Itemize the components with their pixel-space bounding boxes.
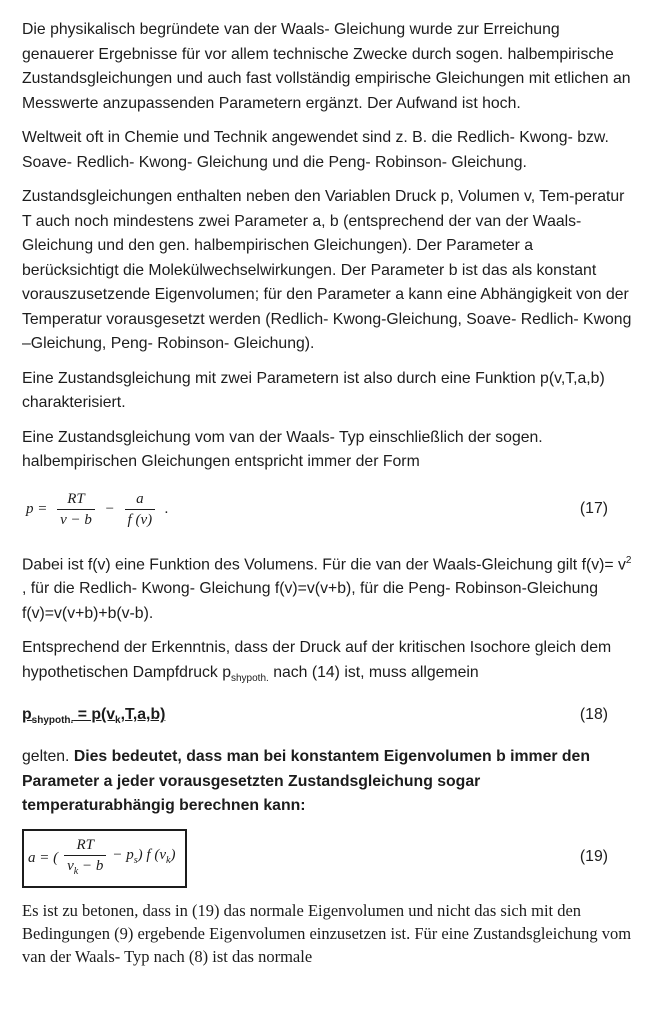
paragraph-7-text-a: Entsprechend der Erkenntnis, dass der Druck auf der kritischen Isochore gleich dem hypothetischen Dampfdruck p [22, 639, 612, 681]
eq17-numerator-1: RT [57, 489, 95, 510]
eq19-numerator: RT [64, 835, 106, 856]
eq19-close: ) [170, 847, 176, 864]
eq18-p-subscript: shypoth. [31, 715, 74, 727]
paragraph-1: Die physikalisch begründete van der Waals- Gleichung wurde zur Erreichung genauerer Ergebnisse für vor allem technische Zwecke durch sogen. halbempirische Zustandsgleichungen und auch fast vollständig empirische Gleichungen mit etlichen an Messwerte anzupassenden Parametern ergänzt. Der Aufwand ist hoch. [22, 21, 631, 112]
eq17-numerator-2: a [125, 489, 156, 510]
paragraph-7 [22, 636, 632, 691]
equation-number-18: (18) [579, 706, 608, 724]
eq19-den-end: − b [78, 857, 104, 874]
paragraph-7-subscript: shypoth. [231, 672, 269, 684]
paragraph-6 [22, 549, 632, 627]
eq19-den-v: v [67, 857, 74, 874]
equation-18 [22, 701, 632, 735]
eq17-fraction-2 [125, 489, 156, 530]
eq17-fraction-1 [57, 489, 95, 530]
paragraph-8 [22, 745, 632, 819]
eq18-middle: = p(v [73, 706, 116, 724]
equation-number-19: (19) [579, 847, 608, 865]
paragraph-8-bold-text: Dies bedeutet, dass man bei konstantem Eigenvolumen b immer den Parameter a jeder vorausgesetzten Zustandsgleichung sogar temperaturabhängig berechnen kann: [22, 748, 590, 815]
eq19-fraction [64, 835, 106, 882]
eq19-fv-subscript: k [165, 855, 171, 867]
eq17-denominator-2: f (v) [127, 511, 153, 528]
paragraph-6-text-a: Dabei ist f(v) eine Funktion des Volumens. Für die van der Waals-Gleichung gilt f(v)= v [22, 555, 626, 573]
eq17-lhs: p = [26, 500, 48, 517]
eq19-minus-p: − p [112, 847, 134, 864]
eq18-p: p [22, 706, 32, 724]
eq19-ps-subscript: s [133, 855, 138, 867]
paragraph-5: Eine Zustandsgleichung vom van der Waals- Typ einschließlich der sogen. halbempirischen Gleichungen entspricht immer der Form [22, 428, 543, 470]
eq19-fv: ) f (v [137, 847, 166, 864]
paragraph-2: Weltweit oft in Chemie und Technik angewendet sind z. B. die Redlich- Kwong- bzw. Soave- Redlich- Kwong- Gleichung und die Peng- Robinson- Gleichung. [22, 129, 609, 171]
eq19-lhs: a = ( [28, 850, 59, 867]
document-page [22, 18, 632, 978]
paragraph-4: Eine Zustandsgleichung mit zwei Parametern ist also durch eine Funktion p(v,T,a,b) charakterisiert. [22, 369, 605, 411]
paragraph-7-text-b: nach (14) ist, muss allgemein [268, 663, 479, 681]
eq18-end: ,T,a,b) [120, 706, 166, 724]
eq17-period: . [164, 500, 169, 517]
equation-17 [22, 485, 632, 539]
eq19-box [22, 829, 187, 888]
paragraph-9: Es ist zu betonen, dass in (19) das normale Eigenvolumen und nicht das sich mit den Bedingungen (9) ergebende Eigenvolumen einzusetzen ist. Für eine Zustandsgleichung vom van der Waals- Typ nach (8) ist das normale [22, 900, 632, 966]
eq19-denominator [64, 856, 106, 882]
paragraph-6-superscript: 2 [625, 554, 632, 566]
paragraph-8-text-a: gelten. [22, 748, 74, 766]
eq19-den-subscript: k [73, 865, 79, 877]
eq19-middle [112, 843, 175, 874]
paragraph-6-text-b: , für die Redlich- Kwong- Gleichung f(v)=v(v+b), für die Peng- Robinson-Gleichung f(v)=v(v+b)+b(v-b). [22, 580, 598, 622]
equation-number-17: (17) [579, 499, 608, 517]
eq18-k-subscript: k [115, 715, 121, 727]
eq18-expression [22, 703, 165, 734]
eq17-minus: − [104, 500, 115, 517]
equation-19 [22, 829, 632, 889]
eq17-denominator-1: v − b [60, 511, 92, 528]
paragraph-3: Zustandsgleichungen enthalten neben den Variablen Druck p, Volumen v, Tem-peratur T auch noch mindestens zwei Parameter a, b (entsprechend der van der Waals- Gleichung und den gen. halbempirischen Gleichungen). Der Parameter a berücksichtigt die Molekülwechselwirkungen. Der Parameter b ist das als konstant vorauszusetzende Eigenvolumen; für den Parameter a kann eine Abhängigkeit von der Temperatur vorausgesetzt werden (Redlich- Kwong-Gleichung, Soave- Redlich- Kwong –Gleichung, Peng- Robinson- Gleichung). [22, 188, 632, 352]
